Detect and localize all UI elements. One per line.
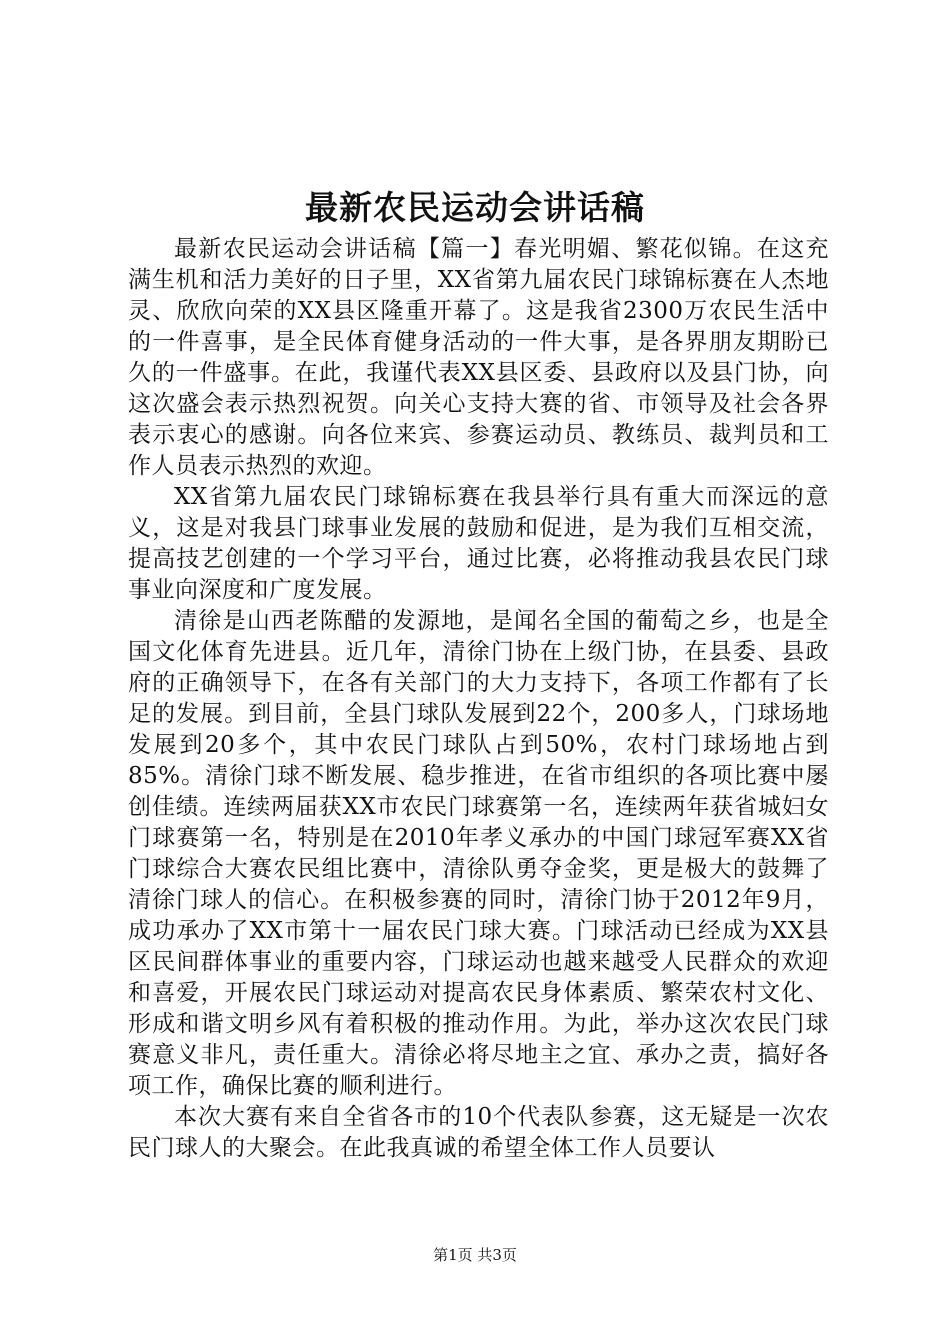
page-footer: 第1页 共3页 — [433, 1246, 517, 1264]
paragraph-1: 最新农民运动会讲话稿【篇一】春光明媚、繁花似锦。在这充满生机和活力美好的日子里，XX省第九届农民门球锦标赛在人杰地灵、欣欣向荣的XX县区隆重开幕了。这是我省2300万农民生活中的一件喜事，是全民体育健身活动的一件大事，是各界朋友期盼已久的一件盛事。在此，我谨代表XX县区委、县政府以及县门协，向这次盛会表示热烈祝贺。向关心支持大赛的省、市领导及社会各界表示衷心的感谢。向各位来宾、参赛运动员、教练员、裁判员和工作人员表示热烈的欢迎。 — [128, 236, 829, 479]
document-body — [128, 234, 829, 1164]
paragraph-3: 清徐是山西老陈醋的发源地，是闻名全国的葡萄之乡，也是全国文化体育先进县。近几年，清徐门协在上级门协，在县委、县政府的正确领导下，在各有关部门的大力支持下，各项工作都有了长足的发展。到目前，全县门球队发展到22个，200多人，门球场地发展到20多个，其中农民门球队占到50%，农村门球场地占到85%。清徐门球不断发展、稳步推进，在省市组织的各项比赛中屡创佳绩。连续两届获XX市农民门球赛第一名，连续两年获省城妇女门球赛第一名，特别是在2010年孝义承办的中国门球冠军赛XX省门球综合大赛农民组比赛中，清徐队勇夺金奖，更是极大的鼓舞了清徐门球人的信心。在积极参赛的同时，清徐门协于2012年9月，成功承办了XX市第十一届农民门球大赛。门球活动已经成为XX县区民间群体事业的重要内容，门球运动也越来越受人民群众的欢迎和喜爱，开展农民门球运动对提高农民身体素质、繁荣农村文化、形成和谐文明乡风有着积极的推动作用。为此，举办这次农民门球赛意义非凡，责任重大。清徐必将尽地主之宜、承办之责，搞好各项工作，确保比赛的顺利进行。 — [128, 608, 829, 1099]
page-title: 最新农民运动会讲话稿 — [305, 188, 645, 227]
paragraph-2: XX省第九届农民门球锦标赛在我县举行具有重大而深远的意义，这是对我县门球事业发展的鼓励和促进，是为我们互相交流，提高技艺创建的一个学习平台，通过比赛，必将推动我县农民门球事业向深度和广度发展。 — [128, 484, 829, 603]
paragraph-4: 本次大赛有来自全省各市的10个代表队参赛，这无疑是一次农民门球人的大聚会。在此我真诚的希望全体工作人员要认 — [128, 1104, 829, 1161]
